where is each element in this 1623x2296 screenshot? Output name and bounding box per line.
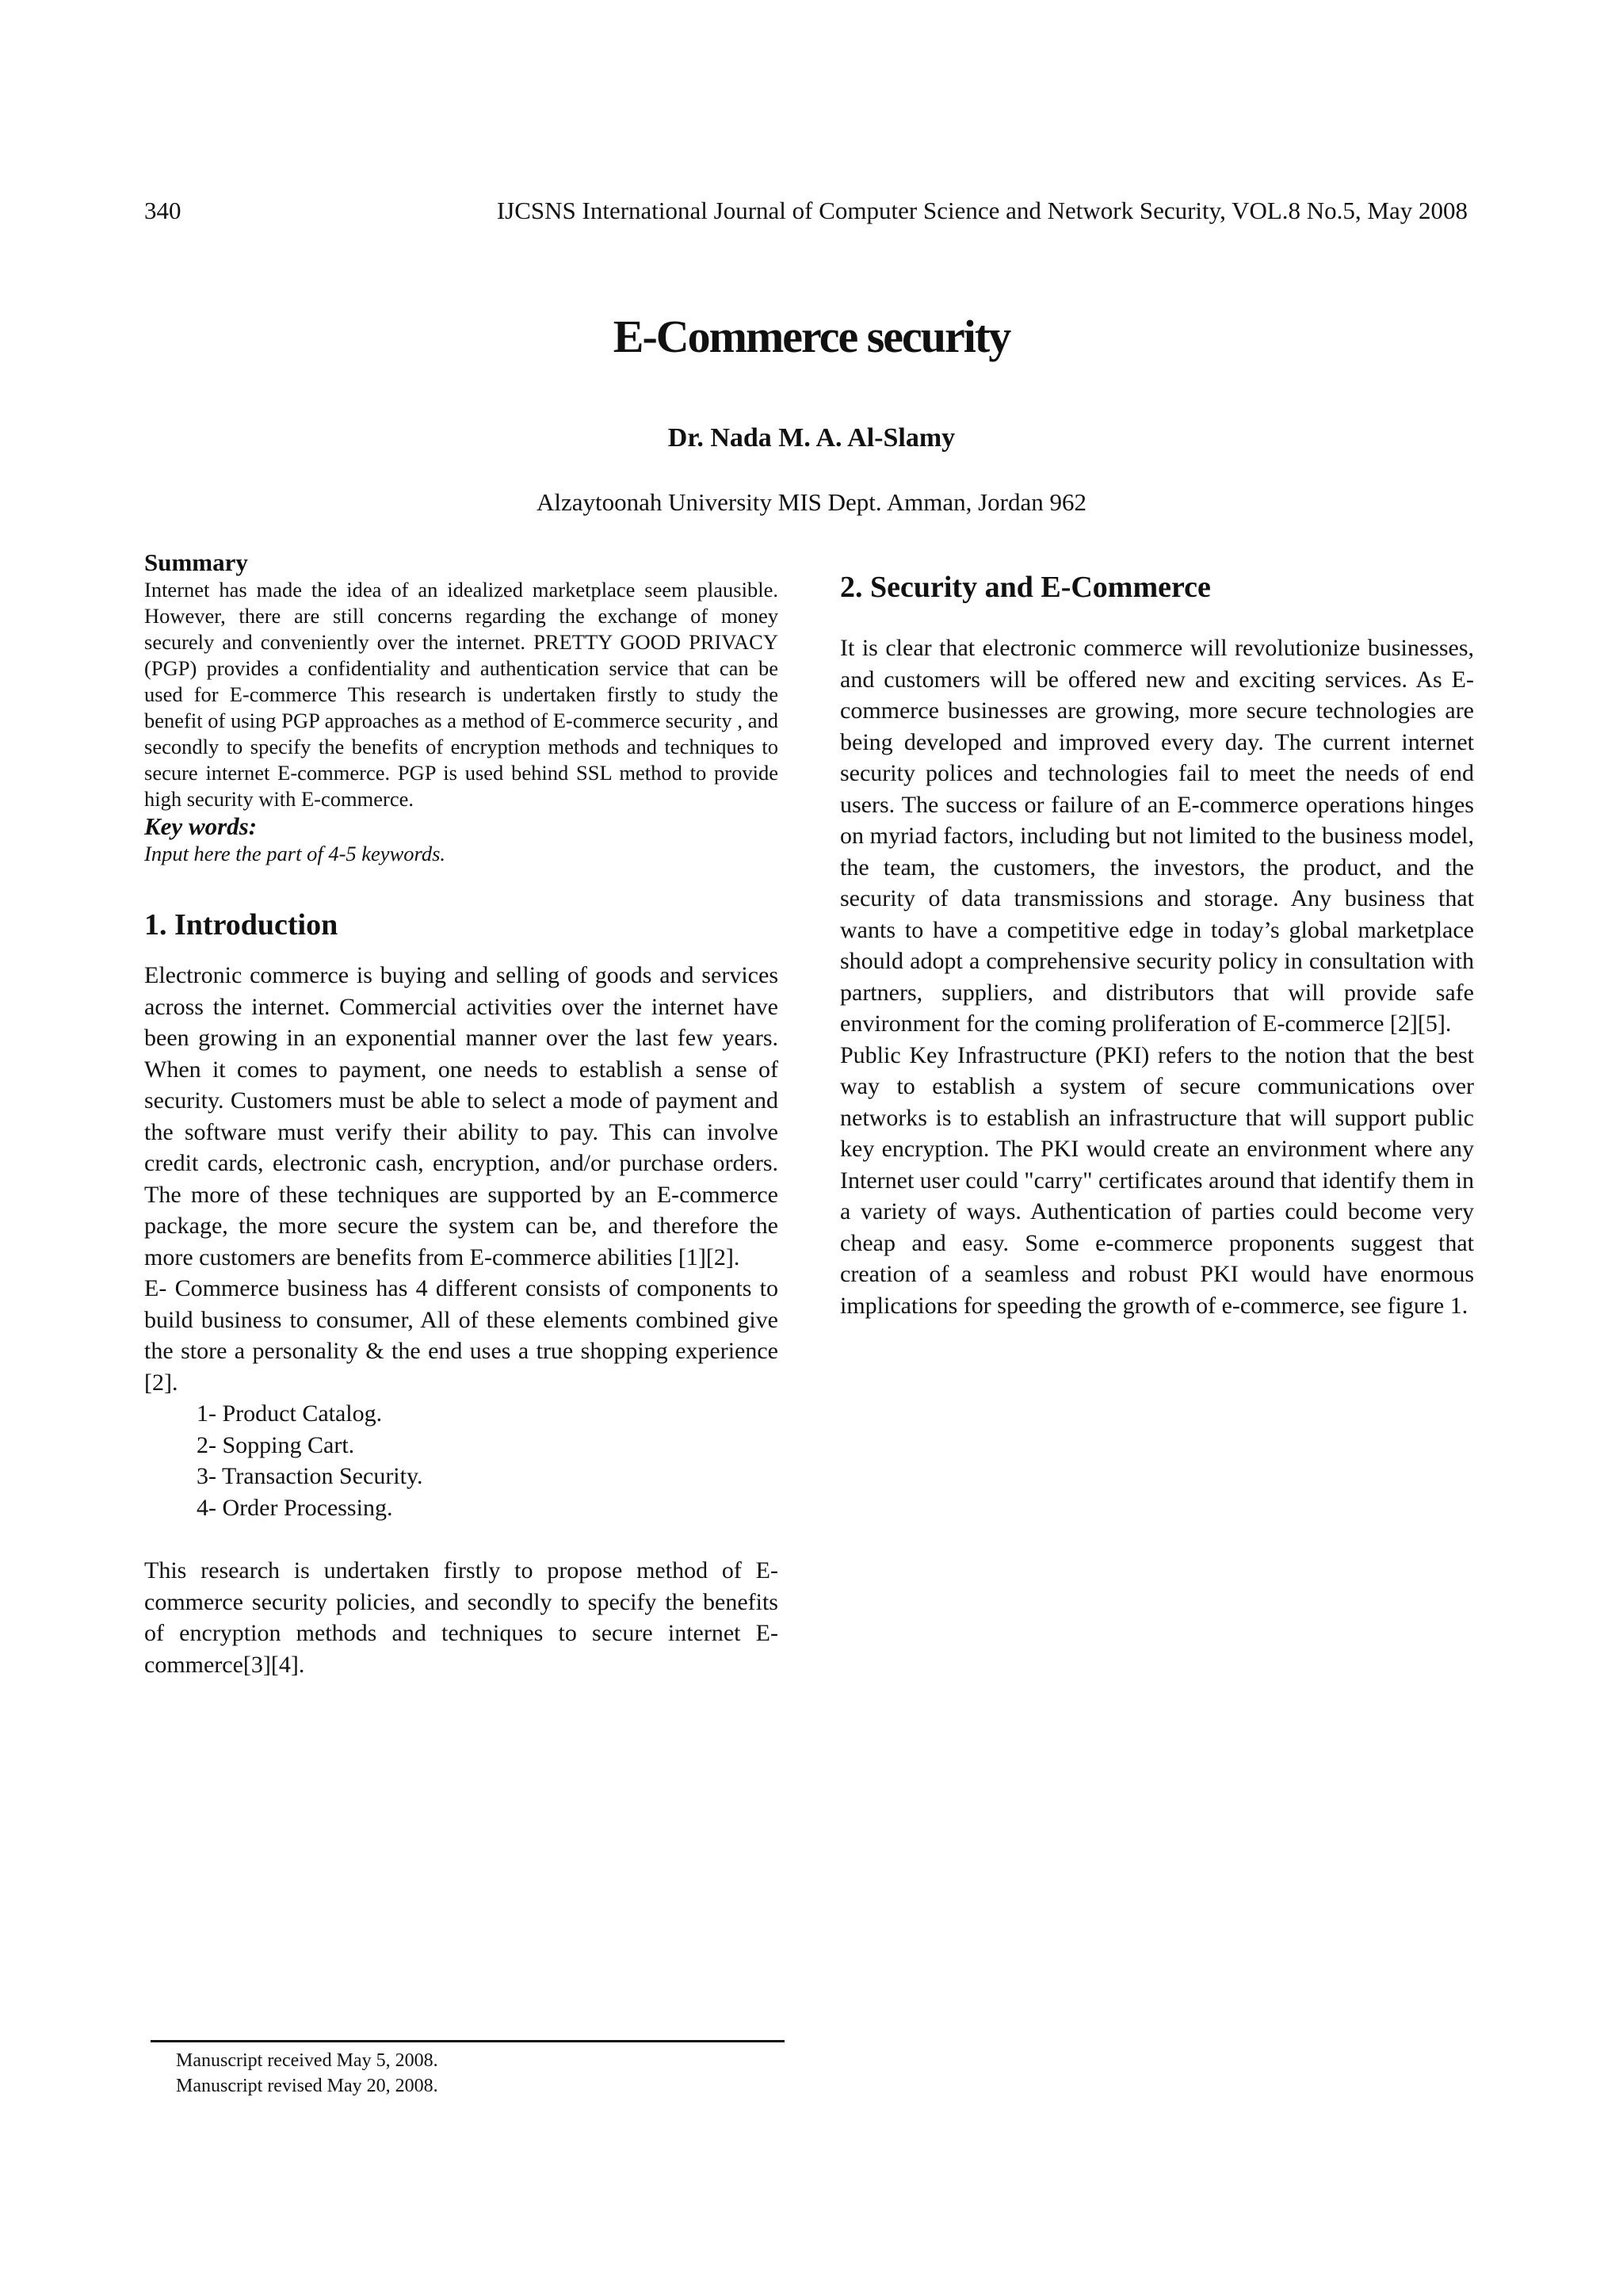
- section-1-paragraph-3: This research is undertaken firstly to propose method of E-commerce security policies, and secondly to specify the benefits of encryption methods and techniques to secure internet E-commerce[3][4].: [144, 1557, 778, 1678]
- summary-text: Internet has made the idea of an idealized marketplace seem plausible. However, there are still concerns regarding the exchange of money securely and conveniently over the internet. PRETTY GOOD PRIVACY (PGP) provides a confidentiality and authentication service that can be used for E-commerce This research is undertaken firstly to study the benefit of using PGP approaches as a method of E-commerce security , and secondly to specify the benefits of encryption methods and techniques to secure internet E-commerce. PGP is used behind SSL method to provide high security with E-commerce.: [144, 578, 778, 811]
- components-list: [144, 1398, 778, 1523]
- list-item: 3- Transaction Security.: [197, 1463, 423, 1489]
- section-2-paragraph-1: It is clear that electronic commerce will revolutionize businesses, and customers will be offered new and exciting services. As E-commerce businesses are growing, more secure technologies are being developed and improved every day. The current internet security polices and technologies fail to meet the needs of end users. The success or failure of an E-commerce operations hinges on myriad factors, including but not limited to the business model, the team, the customers, the investors, the product, and the security of data transmissions and storage. Any business that wants to have a competitive edge in today’s global marketplace should adopt a comprehensive security policy in consultation with partners, suppliers, and distributors that will provide safe environment for the coming proliferation of E-commerce [2][5].: [840, 635, 1474, 1037]
- section-2-heading: 2. Security and E-Commerce: [840, 571, 1211, 604]
- section-1-heading: 1. Introduction: [144, 908, 338, 942]
- footnote-divider: [151, 2040, 785, 2042]
- section-1-paragraph-1: Electronic commerce is buying and selling of goods and services across the internet. Commercial activities over the internet have been growing in an exponential manner over the last few years. When it comes to payment, one needs to establish a sense of security. Customers must be able to select a mode of payment and the software must verify their ability to pay. This can involve credit cards, electronic cash, encryption, and/or purchase orders. The more of these techniques are supported by an E-commerce package, the more secure the system can be, and therefore the more customers are benefits from E-commerce abilities [1][2].: [144, 962, 778, 1270]
- right-column: [840, 569, 1474, 1321]
- author-name: Dr. Nada M. A. Al-Slamy: [667, 423, 956, 453]
- footnote-received: Manuscript received May 5, 2008.: [176, 2050, 438, 2071]
- page-number: 340: [144, 197, 181, 224]
- paper-title: E-Commerce security: [613, 311, 1010, 362]
- keywords-text: Input here the part of 4-5 keywords.: [144, 842, 446, 865]
- footnote-revised: Manuscript revised May 20, 2008.: [176, 2076, 438, 2096]
- list-item: 1- Product Catalog.: [197, 1400, 383, 1427]
- section-1-paragraph-2: E- Commerce business has 4 different consists of components to build business to consumer, All of these elements combined give the store a personality & the end uses a true shopping experience [2].: [144, 1275, 778, 1396]
- section-2-paragraph-2: Public Key Infrastructure (PKI) refers to the notion that the best way to establish a system of secure communications over networks is to establish an infrastructure that will support public key encryption. The PKI would create an environment where any Internet user could "carry" certificates around that identify them in a variety of ways. Authentication of parties could become very cheap and easy. Some e-commerce proponents suggest that creation of a seamless and robust PKI would have enormous implications for speeding the growth of e-commerce, see figure 1.: [840, 1041, 1475, 1319]
- summary-heading: Summary: [144, 548, 248, 576]
- footnotes: [176, 2048, 778, 2099]
- list-item: 2- Sopping Cart.: [197, 1431, 355, 1458]
- left-column: [144, 548, 778, 1680]
- keywords-heading: Key words:: [144, 812, 258, 840]
- journal-name: IJCSNS International Journal of Computer Science and Network Security, VOL.8 No.5, May 2008: [496, 197, 1468, 224]
- list-item: 4- Order Processing.: [197, 1494, 393, 1521]
- author-affiliation: Alzaytoonah University MIS Dept. Amman, Jordan 962: [537, 488, 1086, 516]
